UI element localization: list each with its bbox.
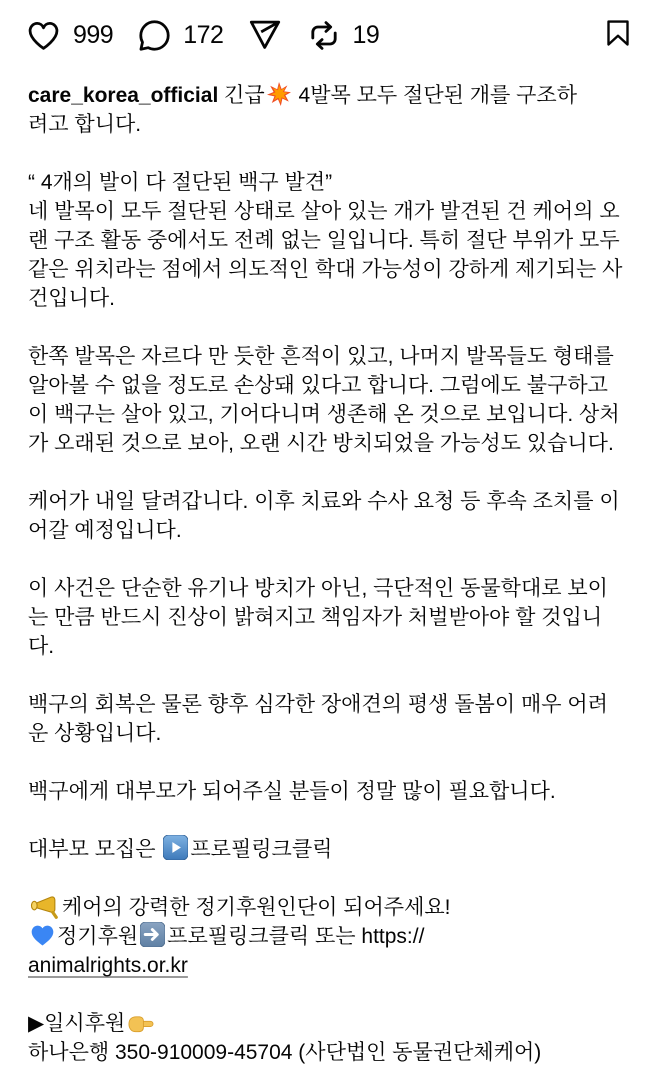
caption-line	[28, 864, 630, 893]
caption-text: 이 백구는 살아 있고, 기어다니며 생존해 온 것으로 보입니다. 상처	[28, 403, 620, 426]
username-link[interactable]: care_korea_official	[28, 84, 219, 107]
bookmark-icon[interactable]	[603, 15, 633, 51]
repost-icon[interactable]	[307, 18, 341, 53]
caption-text: 케어가 내일 달려갑니다. 이후 치료와 수사 요청 등 후속 조치를 이	[28, 490, 620, 513]
repost-group	[307, 18, 379, 53]
caption-line	[28, 313, 630, 342]
caption-line	[28, 487, 630, 516]
like-group	[25, 18, 113, 53]
caption-text: 하나은행 350-910009-45704 (사단법인 동물권단체케어)	[28, 1041, 542, 1064]
caption-line	[28, 893, 630, 922]
caption-text: 는 만큼 반드시 진상이 밝혀지고 책임자가 처벌받아야 할 것입니	[28, 606, 603, 629]
caption-line	[28, 284, 630, 313]
comment-group	[137, 18, 223, 53]
caption-text: 어갈 예정입니다.	[28, 519, 182, 542]
caption-line	[28, 226, 630, 255]
blue-heart-emoji	[30, 922, 55, 951]
caption-text: 건입니다.	[28, 287, 115, 310]
donation-url-link[interactable]: animalrights.or.kr	[28, 954, 188, 977]
caption-line	[28, 922, 630, 951]
comment-icon[interactable]	[137, 18, 172, 53]
caption-line	[28, 777, 630, 806]
caption-line	[28, 110, 630, 139]
caption-text: 정기후원	[57, 925, 139, 948]
caption-line	[28, 835, 630, 864]
caption	[0, 56, 658, 1067]
caption-text: 이 사건은 단순한 유기나 방치가 아닌, 극단적인 동물학대로 보이	[28, 577, 608, 600]
caption-line	[28, 400, 630, 429]
caption-text: 4발목 모두 절단된 개를 구조하	[292, 84, 578, 107]
caption-line	[28, 139, 630, 168]
comment-count[interactable]: 172	[183, 20, 224, 49]
share-group	[247, 18, 283, 53]
caption-line	[28, 1009, 630, 1038]
repost-count[interactable]: 19	[352, 20, 380, 49]
caption-text: 프로필링크클릭	[190, 838, 333, 861]
caption-text: 백구의 회복은 물론 향후 심각한 장애견의 평생 돌봄이 매우 어려	[28, 693, 608, 716]
caption-line	[28, 545, 630, 574]
action-bar	[0, 0, 658, 56]
caption-line	[28, 690, 630, 719]
caption-text: 네 발목이 모두 절단된 상태로 살아 있는 개가 발견된 건 케어의 오	[28, 200, 620, 223]
caption-line	[28, 1038, 630, 1067]
caption-text: 케어의 강력한 정기후원인단이 되어주세요!	[62, 896, 451, 919]
caption-line	[28, 342, 630, 371]
caption-line	[28, 168, 630, 197]
caption-text: 다.	[28, 635, 55, 658]
caption-line	[28, 951, 630, 980]
caption-line	[28, 458, 630, 487]
caption-line	[28, 429, 630, 458]
caption-text: 운 상황입니다.	[28, 722, 162, 745]
like-count[interactable]: 999	[73, 20, 114, 49]
caption-line	[28, 516, 630, 545]
collision-emoji	[267, 81, 291, 110]
caption-text: 같은 위치라는 점에서 의도적인 학대 가능성이 강하게 제기되는 사	[28, 258, 623, 281]
caption-text: 긴급	[218, 84, 265, 107]
caption-text: 백구에게 대부모가 되어주실 분들이 정말 많이 필요합니다.	[28, 780, 556, 803]
right-arrow-emoji	[140, 922, 165, 951]
caption-text: 대부모 모집은	[28, 838, 162, 861]
caption-text: 프로필링크클릭 또는 https://	[167, 925, 425, 948]
caption-line	[28, 748, 630, 777]
megaphone-emoji	[30, 893, 60, 922]
caption-line	[28, 371, 630, 400]
pointing-right-emoji	[127, 1009, 154, 1038]
caption-line	[28, 980, 630, 1009]
caption-line	[28, 632, 630, 661]
action-bar-left	[25, 18, 403, 53]
caption-text: 가 오래된 것으로 보아, 오랜 시간 방치되었을 가능성도 있습니다.	[28, 432, 614, 455]
caption-line	[28, 603, 630, 632]
caption-text: ▶일시후원	[28, 1012, 126, 1035]
share-icon[interactable]	[247, 18, 283, 53]
caption-line	[28, 661, 630, 690]
caption-text: 알아볼 수 없을 정도로 손상돼 있다고 합니다. 그럼에도 불구하고	[28, 374, 608, 397]
caption-line	[28, 806, 630, 835]
caption-line	[28, 574, 630, 603]
caption-line	[28, 197, 630, 226]
caption-text: “ 4개의 발이 다 절단된 백구 발견”	[28, 171, 333, 194]
heart-icon[interactable]	[25, 18, 62, 53]
play-button-emoji	[163, 835, 188, 864]
caption-text: 한쪽 발목은 자르다 만 듯한 흔적이 있고, 나머지 발목들도 형태를	[28, 345, 614, 368]
caption-line	[28, 719, 630, 748]
action-bar-right	[603, 15, 633, 56]
caption-text: 려고 합니다.	[28, 113, 142, 136]
caption-line	[28, 255, 630, 284]
caption-text: 랜 구조 활동 중에서도 전례 없는 일입니다. 특히 절단 부위가 모두	[28, 229, 620, 252]
caption-line	[28, 81, 630, 110]
